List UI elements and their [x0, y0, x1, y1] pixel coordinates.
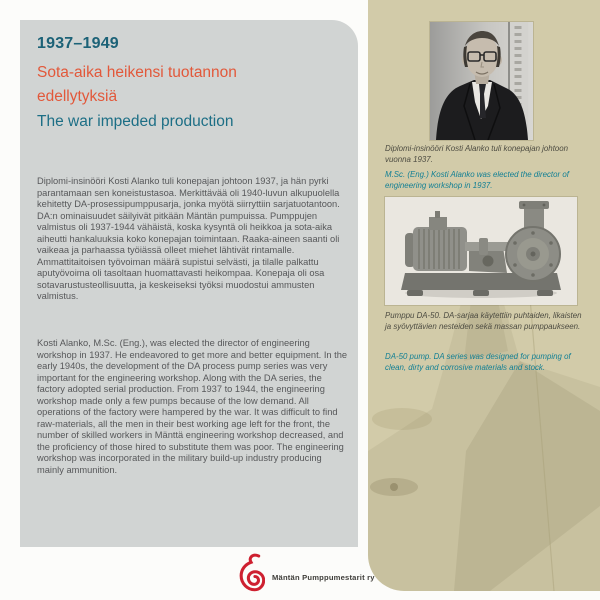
pump-caption-english: DA-50 pump. DA series was designed for pumping of clean, dirty and corrosive materials and stock.: [385, 352, 571, 372]
body-paragraph-english: Kosti Alanko, M.Sc. (Eng.), was elected the director of engineering workshop in 1937. He endeavored to get more and better equipment. In the early 1940s, the development of the DA process pump series was very important for the engineering workshop. Along with the DA series, the factory adopted serial production. From 1937 to 1944, the engineering workshop made only a few pumps because of the low demand. All operations of the factory were hampered by the war. It was difficult to find raw-materials, all the men in their best working age left for the front, the number of skilled workers in Mänttä engineering workshop decreased, and the proficiency of those hired to substitute them was poor. The engineering workshop was incorporated in the military build-up industry producing mainly ammunition.: [37, 338, 348, 475]
pump-photo-da50: [385, 197, 577, 305]
body-paragraph-finnish: Diplomi-insinööri Kosti Alanko tuli konepajan johtoon 1937, ja hän pyrki parantamaan sen koneistustasoa. Merkittävää oli 1940-luvun alkupuolella kehitetty DA-prosessipumppusarja, jonka myötä siirryttiin sarjatuotantoon. DA:n ominaisuudet säilyivät pitkään Mäntän pumpuissa. Pumppujen valmistus oli 1937-1944 vähäistä, koska kysyntä oli heikkoa ja sota-aika aiheutti hankaluuksia koko konepajan toimintaan. Raaka-aineen saanti oli vaikeaa ja parhaassa työiässä olleet miehet lähtivät rintamalle. Ammattitaitoisen työvoiman määrä supistui selvästi, ja tilalle palkattu aputyövoima oli tasoltaan huomattavasti heikompaa. Konepaja oli osa sotavarustusteollisuutta, ja keskeiseksi työksi muodostui ammusten valmistus.: [37, 176, 340, 301]
portrait-caption-english: M.Sc. (Eng.) Kosti Alanko was elected the director of engineering workshop in 1937.: [385, 170, 569, 190]
period-heading: 1937–1949: [37, 35, 119, 52]
spiral-logo-icon: [238, 551, 265, 597]
machinery-watermark-image: [368, 291, 600, 591]
organization-name: Mäntän Pumppumestarit ry: [272, 573, 375, 582]
photo-sidebar: [368, 0, 600, 591]
portrait-photo-kosti-alanko: [430, 22, 533, 140]
history-panel: [20, 20, 358, 547]
title-english: The war impeded production: [37, 113, 234, 130]
pump-caption-finnish: Pumppu DA-50. DA-sarjaa käytettiin puhtaiden, likaisten ja syövyttävien nesteiden sekä massan pumppaukseen.: [385, 311, 582, 331]
portrait-caption-finnish: Diplomi-insinööri Kosti Alanko tuli konepajan johtoon vuonna 1937.: [385, 144, 569, 164]
title-finnish: Sota-aika heikensi tuotannon edellytyksiä: [37, 64, 237, 105]
